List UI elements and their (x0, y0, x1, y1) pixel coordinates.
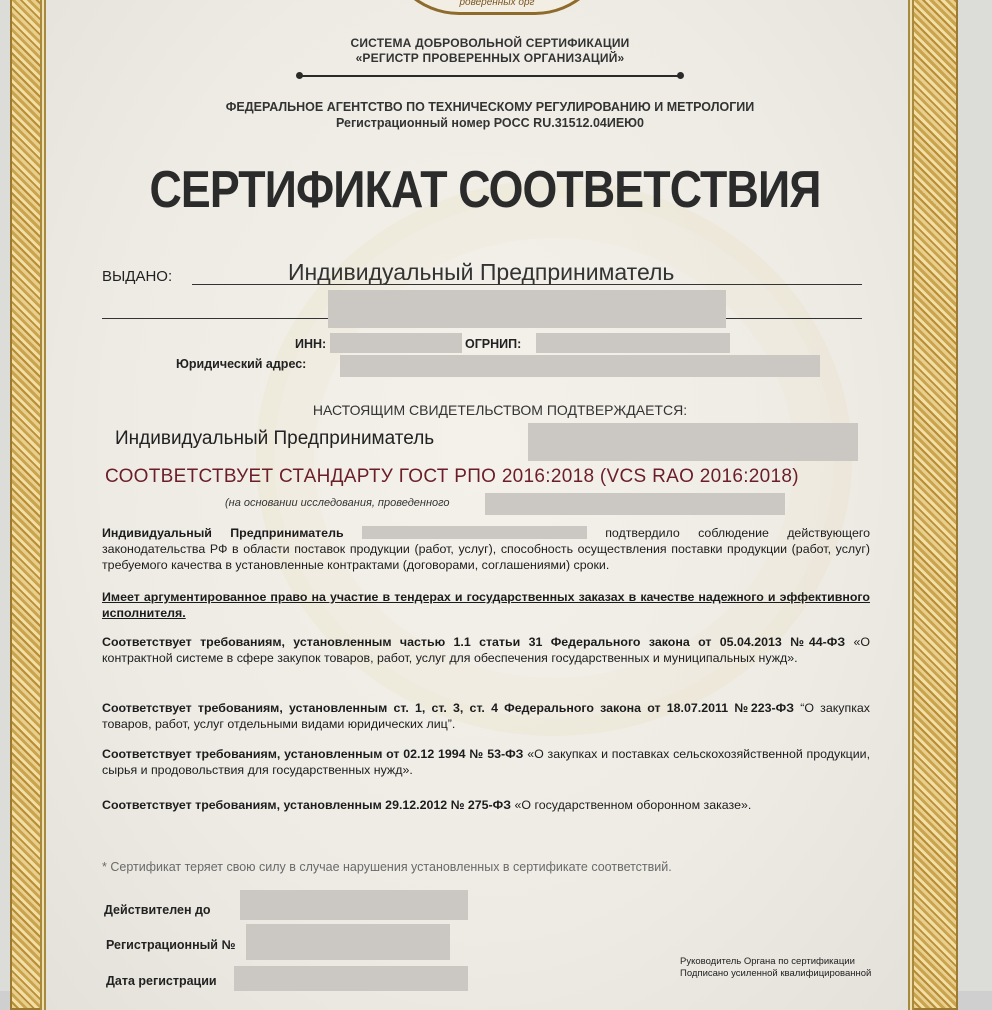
p3-rest: «О контрактной системе в сфере закупок товаров, работ, услуг для обеспечения государственных и муниципальных нужд». (102, 635, 870, 665)
p1-rest: подтвердило соблюдение действующего законодательства РФ в области поставок продукции (работ, услуг), способность осуществления поставки продукции (работ, услуг) требуемого качества в установленные контрактами (договорами, соглашениями) сроки. (102, 526, 870, 572)
system-header-line1: СИСТЕМА ДОБРОВОЛЬНОЙ СЕРТИФИКАЦИИ (350, 36, 630, 50)
agency-name: ФЕДЕРАЛЬНОЕ АГЕНТСТВО ПО ТЕХНИЧЕСКОМУ РЕГУЛИРОВАНИЮ И МЕТРОЛОГИИ (225, 100, 755, 114)
system-header-line2: «РЕГИСТР ПРОВЕРЕННЫХ ОРГАНИЗАЦИЙ» (355, 51, 625, 65)
paragraph-44fz (102, 634, 870, 666)
inn-label: ИНН: (295, 337, 327, 351)
p5-bold: Соответствует требованиям, установленным от 02.12 1994 № 53-ФЗ (102, 747, 524, 761)
redacted-inn (330, 333, 462, 353)
redacted-entrepreneur (528, 423, 858, 461)
address-label: Юридический адрес: (176, 357, 307, 371)
redacted-address (340, 355, 820, 377)
reg-date-label: Дата регистрации (106, 974, 217, 988)
agency-header (120, 99, 860, 131)
standard-line: СООТВЕТСТВУЕТ СТАНДАРТУ ГОСТ РПО 2016:2018 (VCS RAO 2016:2018) (105, 466, 799, 487)
paragraph-53fz (102, 746, 870, 778)
p3-bold: Соответствует требованиям, установленным частью 1.1 статьи 31 Федерального закона от 05.04.2013 №44-ФЗ (102, 635, 846, 649)
agency-reg-number: Регистрационный номер РОСС RU.31512.04ИЕЮ0 (335, 116, 645, 130)
redacted-p1 (362, 526, 587, 539)
paragraph-275fz (102, 797, 870, 813)
header-divider (300, 75, 680, 77)
paragraph-223fz (102, 700, 870, 732)
p4-rest: “О закупках товаров, работ, услуг отдельными видами юридических лиц”. (102, 701, 870, 731)
signature-block (680, 956, 900, 980)
redacted-reg-date (234, 966, 468, 991)
statement-heading: НАСТОЯЩИМ СВИДЕТЕЛЬСТВОМ ПОДТВЕРЖДАЕТСЯ: (312, 402, 688, 418)
system-header (140, 36, 840, 66)
paragraph-tender-right (102, 589, 870, 621)
issued-label: ВЫДАНО: (102, 268, 173, 285)
redacted-valid-until (240, 890, 468, 920)
p6-rest: «О государственном оборонном заказе». (514, 798, 752, 812)
redacted-basis (485, 493, 785, 515)
redacted-reg-no (246, 924, 450, 960)
p2-text: Имеет аргументированное право на участие в тендерах и государственных заказах в качестве надежного и эффективного исполнителя. (102, 590, 870, 620)
seal-arc-text: роверенных орг (459, 0, 535, 8)
validity-footnote: * Сертификат теряет свою силу в случае нарушения установленных в сертификате соответствий. (102, 860, 672, 874)
p1-bold: Индивидуальный Предприниматель (102, 526, 344, 540)
p4-bold: Соответствует требованиям, установленным ст. 1, ст. 3, ст. 4 Федерального закона от 18.07.2011 №223-ФЗ (102, 701, 794, 715)
redacted-ogrnip (536, 333, 730, 353)
p5-rest: «О закупках и поставках сельскохозяйственной продукции, сырья и продовольствия для государственных нужд». (102, 747, 871, 777)
paragraph-compliance (102, 525, 870, 573)
p6-bold: Соответствует требованиям, установленным 29.12.2012 № 275-ФЗ (102, 798, 512, 812)
reg-no-label: Регистрационный № (106, 938, 236, 952)
certificate-title: СЕРТИФИКАТ СООТВЕТСТВИЯ (149, 161, 821, 219)
basis-note: (на основании исследования, проведенного (225, 497, 450, 509)
valid-until-label: Действителен до (104, 903, 211, 917)
redacted-name (328, 290, 726, 328)
issued-value: Индивидуальный Предприниматель (288, 259, 675, 285)
entrepreneur-name: Индивидуальный Предприниматель (115, 428, 435, 449)
signature-line2: Подписано усиленной квалифицированной (680, 968, 872, 979)
signature-line1: Руководитель Органа по сертификации (680, 956, 855, 967)
ogrnip-label: ОГРНИП: (465, 337, 522, 351)
